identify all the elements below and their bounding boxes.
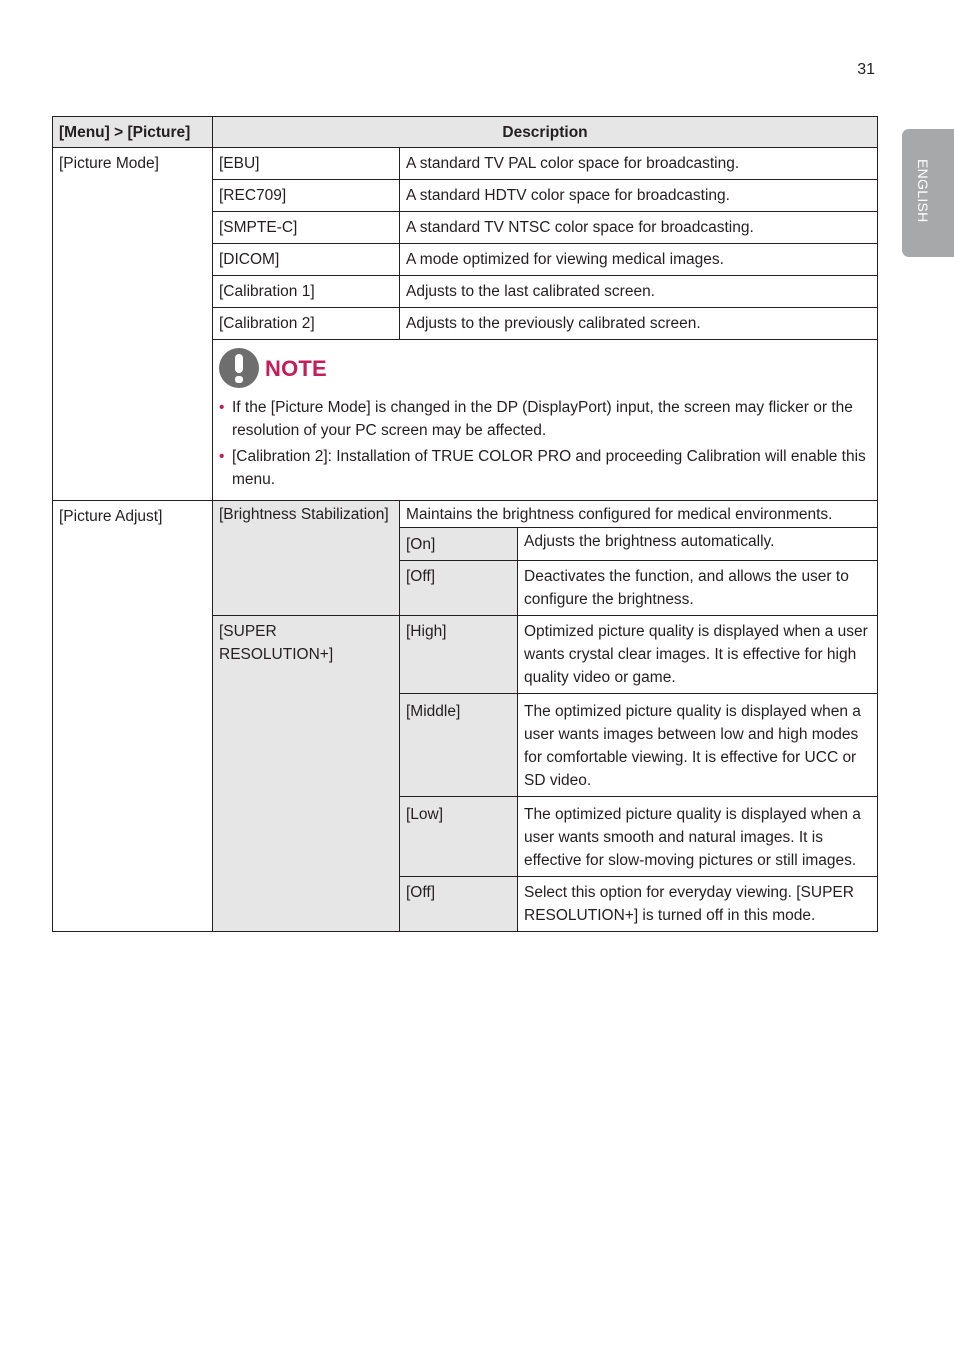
option-description: A standard TV PAL color space for broadcasting. — [400, 148, 878, 180]
language-tab-label: ENGLISH — [915, 159, 931, 223]
page-number: 31 — [857, 61, 875, 78]
option-name: [Calibration 1] — [213, 276, 400, 308]
option-description: Optimized picture quality is displayed when a user wants crystal clear images. It is effective for high quality video or game. — [518, 616, 878, 694]
note-item: • If the [Picture Mode] is changed in the DP (DisplayPort) input, the screen may flicker or the resolution of your PC screen may be affected. — [219, 396, 871, 442]
header-menu: [Menu] > [Picture] — [53, 117, 213, 148]
exclamation-icon — [219, 348, 259, 388]
option-name: [REC709] — [213, 180, 400, 212]
option-description: Adjusts the brightness automatically. — [518, 528, 878, 561]
option-name: [SMPTE-C] — [213, 212, 400, 244]
option-name: [DICOM] — [213, 244, 400, 276]
note-title: NOTE — [265, 355, 327, 381]
option-description: Adjusts to the last calibrated screen. — [400, 276, 878, 308]
note-header — [219, 348, 871, 388]
option-description: A standard TV NTSC color space for broadcasting. — [400, 212, 878, 244]
table-header-row — [53, 117, 878, 148]
note-item: • [Calibration 2]: Installation of TRUE COLOR PRO and proceeding Calibration will enable this menu. — [219, 445, 871, 491]
option-description: Select this option for everyday viewing. [SUPER RESOLUTION+] is turned off in this mode. — [518, 877, 878, 932]
option-description: The optimized picture quality is displayed when a user wants smooth and natural images. It is effective for slow-moving pictures or still images. — [518, 797, 878, 877]
option-description: Deactivates the function, and allows the user to configure the brightness. — [518, 561, 878, 616]
header-description: Description — [213, 117, 878, 148]
picture-adjust-label: [Picture Adjust] — [53, 501, 213, 932]
option-name: [High] — [400, 616, 518, 694]
picture-mode-label: [Picture Mode] — [53, 148, 213, 501]
option-description: A mode optimized for viewing medical images. — [400, 244, 878, 276]
option-name: [EBU] — [213, 148, 400, 180]
option-name: [Calibration 2] — [213, 308, 400, 340]
option-description: Maintains the brightness configured for medical environments. — [400, 501, 878, 528]
option-name: [Low] — [400, 797, 518, 877]
option-description: Adjusts to the previously calibrated screen. — [400, 308, 878, 340]
option-name: [Off] — [400, 877, 518, 932]
brightness-stabilization-name: [Brightness Stabilization] — [213, 501, 400, 616]
table-row — [53, 148, 878, 180]
super-resolution-name: [SUPER RESOLUTION+] — [213, 616, 400, 932]
picture-menu-table — [52, 116, 878, 932]
note-box — [213, 340, 878, 501]
option-description: A standard HDTV color space for broadcasting. — [400, 180, 878, 212]
option-description: The optimized picture quality is displayed when a user wants images between low and high modes for comfortable viewing. It is effective for UCC or SD video. — [518, 694, 878, 797]
option-name: [Middle] — [400, 694, 518, 797]
option-name: [Off] — [400, 561, 518, 616]
table-row — [53, 501, 878, 528]
language-tab — [902, 129, 954, 257]
note-list — [219, 396, 871, 491]
option-name: [On] — [400, 528, 518, 561]
